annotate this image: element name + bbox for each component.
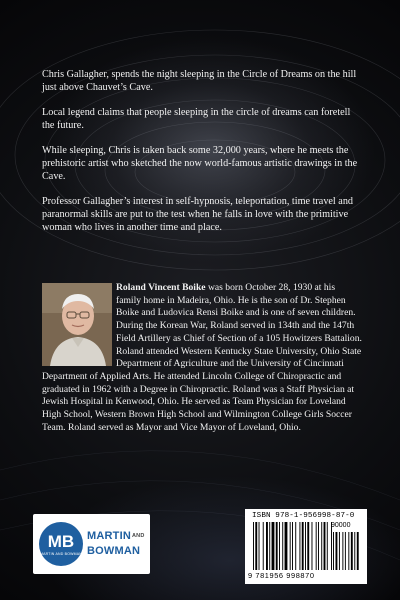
- publisher-name-line1: [87, 530, 145, 542]
- blurb-paragraph: While sleeping, Chris is taken back some 32,000 years, where he meets the prehistoric artist who sketched the now world-famous artistic drawings in the Cave.: [42, 145, 358, 182]
- publisher-name-line2: BOWMAN: [87, 545, 141, 557]
- publisher-name-first: MARTIN: [87, 530, 131, 542]
- isbn-barcode: [245, 509, 367, 584]
- blurb-paragraph: Professor Gallagher’s interest in self-hypnosis, teleportation, time travel and paranormal skills are put to the test when he falls in love with the primitive woman who lives in another time and place.: [42, 196, 354, 233]
- blurb-paragraph: Local legend claims that people sleeping in the circle of dreams can foretell the future.: [42, 107, 351, 131]
- author-bio: [42, 282, 362, 434]
- price-code: 90000: [331, 522, 351, 529]
- publisher-emblem-initials: MB: [47, 532, 75, 551]
- publisher-emblem-caption: MARTIN AND BOWMAN: [39, 552, 83, 556]
- publisher-name-and: AND: [131, 533, 145, 540]
- barcode-digits: 9 781956 998870: [248, 571, 315, 580]
- publisher-logo: [33, 514, 150, 574]
- publisher-emblem: [39, 522, 83, 566]
- blurb-paragraph: Chris Gallagher, spends the night sleeping in the Circle of Dreams on the hill just above Chauvet’s Cave.: [42, 69, 357, 93]
- author-bio-text: was born October 28, 1930 at his family home in Madeira, Ohio. He is the son of Dr. Stephen Boike and Ludovica Rensi Boike and is one of seven children. During the Korean War, Roland served in 134th and the 147th Field Artillery as Chief of Section of a 105 Howitzers Battalion. Roland attended Western Kentucky State University, Ohio State Department of Agriculture and the University of Cincinnati Department of Applied Arts. He attended Lincoln College of Chiropractic and graduated in 1962 with a Degree in Chiropractic. Roland was a Staff Physician at Jewish Hospital in Kenwood, Ohio. He served as Team Physician for Loveland High School, Western Brown High School and Wilmington College Girls Soccer Team. Roland served as Mayor and Vice Mayor of Loveland, Ohio.: [42, 282, 362, 433]
- isbn-label: ISBN 978-1-956998-87-0: [252, 512, 355, 520]
- blurb-text: [42, 68, 362, 246]
- author-name: Roland Vincent Boike: [116, 282, 206, 293]
